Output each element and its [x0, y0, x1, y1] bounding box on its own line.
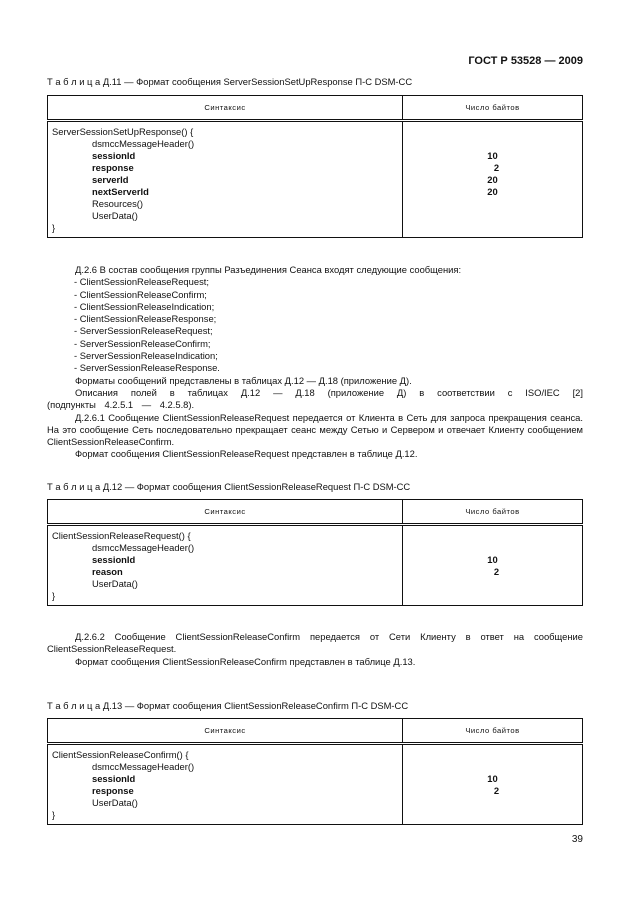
byte-count: 20 [487, 174, 498, 185]
bytes-cell [403, 525, 583, 606]
syntax-cell [48, 525, 403, 606]
paragraph: Д.2.6.1 Сообщение ClientSessionReleaseRequest передается от Клиента в Сеть для запроса прекращения сеанса. На это сообщение Сеть последовательно прекращает сеанс между Сетью и Сервером и отвечает Клиенту сообщением ClientSessionReleaseConfirm. [47, 411, 583, 448]
syntax-table [47, 499, 583, 606]
table-caption: Т а б л и ц а Д.11 — Формат сообщения ServerSessionSetUpResponse П-С DSM-CC [47, 76, 413, 87]
paragraph: Описания полей в таблицах Д.12 — Д.18 (приложение Д) в соответствии с ISO/IEC [2] (подпункты 4.2.5.1 — 4.2.5.8). [47, 386, 583, 411]
table-row [48, 121, 583, 238]
list-item: - ClientSessionReleaseResponse; [74, 313, 217, 325]
syntax-cell [48, 121, 403, 238]
syntax-line: Resources() [92, 198, 144, 209]
paragraph: Д.2.6.2 Сообщение ClientSessionReleaseConfirm передается от Сети Клиенту в ответ на сообщение ClientSessionReleaseRequest. [47, 631, 583, 655]
table-header-row [48, 96, 583, 121]
syntax-cell [48, 744, 403, 825]
header-bytes: Число байтов [403, 500, 583, 525]
syntax-line: sessionId [92, 150, 136, 161]
section-text [47, 631, 583, 668]
syntax-table [47, 95, 583, 238]
table-row [48, 744, 583, 825]
bytes-cell [403, 744, 583, 825]
syntax-line: sessionId [92, 773, 136, 784]
syntax-line: dsmccMessageHeader() [92, 138, 195, 149]
list-item: - ClientSessionReleaseConfirm; [74, 288, 207, 300]
syntax-line: dsmccMessageHeader() [92, 761, 195, 772]
syntax-line: } [52, 222, 56, 233]
header-bytes: Число байтов [403, 96, 583, 121]
syntax-line: } [52, 809, 56, 820]
table-header-row [48, 500, 583, 525]
syntax-line: nextServerId [92, 186, 149, 197]
list-item: - ServerSessionReleaseResponse. [74, 362, 220, 374]
table-header-row [48, 719, 583, 744]
syntax-line: sessionId [92, 554, 136, 565]
page-number: 39 [571, 834, 583, 845]
byte-count: 2 [493, 566, 500, 577]
standard-header: ГОСТ Р 53528 — 2009 [468, 55, 583, 67]
list-item: - ClientSessionReleaseRequest; [74, 276, 209, 288]
syntax-line: response [92, 162, 134, 173]
byte-count: 10 [487, 554, 498, 565]
syntax-line: reason [92, 566, 123, 577]
syntax-line: ClientSessionReleaseConfirm() { [52, 749, 189, 760]
header-syntax: Синтаксис [48, 719, 403, 744]
syntax-table [47, 718, 583, 825]
section-text [47, 264, 583, 461]
syntax-line: ClientSessionReleaseRequest() { [52, 530, 191, 541]
byte-count: 2 [493, 785, 500, 796]
list-item: - ClientSessionReleaseIndication; [74, 300, 215, 312]
paragraph: Формат сообщения ClientSessionReleaseConfirm представлен в таблице Д.13. [75, 655, 416, 667]
list-item: - ServerSessionReleaseIndication; [74, 350, 218, 362]
syntax-line: ServerSessionSetUpResponse() { [52, 126, 194, 137]
byte-count: 20 [487, 186, 498, 197]
syntax-line: serverId [92, 174, 129, 185]
header-syntax: Синтаксис [48, 96, 403, 121]
byte-count: 10 [487, 150, 498, 161]
syntax-line: UserData() [92, 210, 138, 221]
list-item: - ServerSessionReleaseRequest; [74, 325, 213, 337]
paragraph: Д.2.6 В состав сообщения группы Разъединения Сеанса входят следующие сообщения: [75, 264, 462, 275]
list-item: - ServerSessionReleaseConfirm; [74, 337, 211, 349]
message-list [47, 276, 583, 374]
table-caption: Т а б л и ц а Д.13 — Формат сообщения ClientSessionReleaseConfirm П-С DSM-CC [47, 700, 409, 711]
syntax-line: response [92, 785, 134, 796]
bytes-cell [403, 121, 583, 238]
paragraph: Форматы сообщений представлены в таблицах Д.12 — Д.18 (приложение Д). [75, 374, 412, 386]
syntax-line: UserData() [92, 797, 138, 808]
header-bytes: Число байтов [403, 719, 583, 744]
table-row [48, 525, 583, 606]
byte-count: 10 [487, 773, 498, 784]
syntax-line: dsmccMessageHeader() [92, 542, 195, 553]
syntax-line: } [52, 590, 56, 601]
paragraph: Формат сообщения ClientSessionReleaseRequest представлен в таблице Д.12. [75, 448, 418, 460]
table-caption: Т а б л и ц а Д.12 — Формат сообщения ClientSessionReleaseRequest П-С DSM-CC [47, 481, 411, 492]
header-syntax: Синтаксис [48, 500, 403, 525]
byte-count: 2 [493, 162, 500, 173]
syntax-line: UserData() [92, 578, 138, 589]
